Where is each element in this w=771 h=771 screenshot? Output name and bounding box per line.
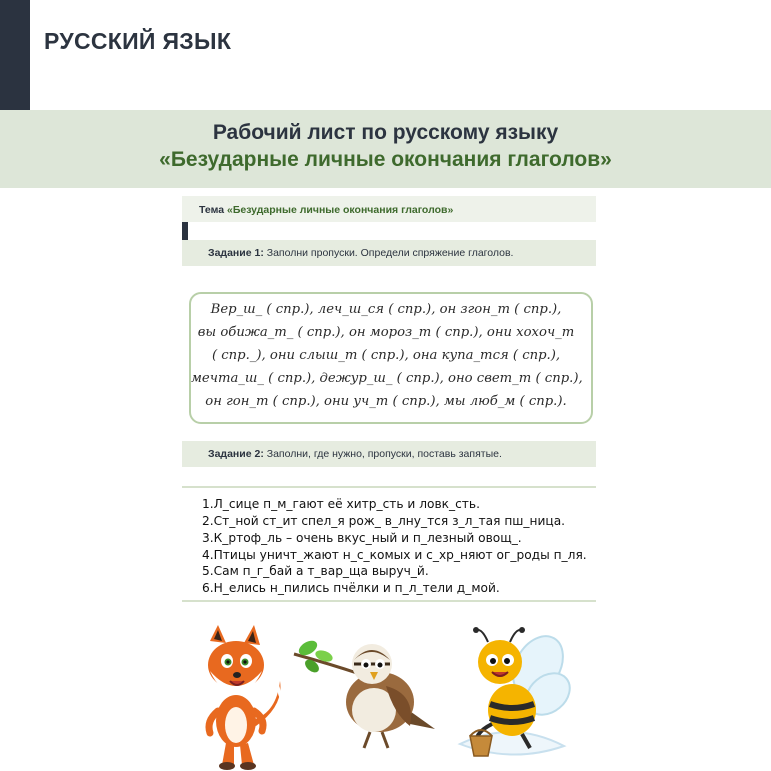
task1-label: Задание 1: [208, 247, 264, 259]
worksheet [182, 196, 596, 771]
exercise-line: 6.Н_елись н_пились пчёлки и п_л_тели д_мой. [202, 581, 500, 595]
script-line: ( спр._), они слыш_т ( спр.), она купа_тся ( спр.), [211, 348, 561, 363]
script-line: Вер_ш_ ( спр.), леч_ш_ся ( спр.), он згон_т ( спр.), [210, 302, 562, 317]
handwritten-exercise-box [189, 292, 593, 424]
exercise-line: 2.Ст_ной ст_ит спел_я рож_ в_лну_тся з_л_тая пш_ница. [202, 514, 566, 528]
page-title: РУССКИЙ ЯЗЫК [44, 28, 232, 54]
exercise-line: 1.Л_сице п_м_гают её хитр_сть и ловк_сть. [202, 497, 480, 511]
tema-topic: «Безударные личные окончания глаголов» [226, 204, 454, 216]
tema-label: Тема [199, 204, 225, 216]
worksheet-subtitle: «Безударные личные окончания глаголов» [159, 148, 612, 171]
bee-illustration [452, 624, 572, 764]
task2-text [208, 448, 502, 460]
task1-text [208, 247, 513, 259]
task2-instruction: Заполни, где нужно, пропуски, поставь запятые. [266, 448, 502, 460]
sparrow-illustration [290, 634, 440, 754]
task1-header [182, 240, 596, 266]
divider [182, 600, 596, 602]
task2-label: Задание 2: [208, 448, 264, 460]
exercise-line: 5.Сам п_г_бай а т_вар_ща выруч_й. [202, 564, 429, 578]
worksheet-title: Рабочий лист по русскому языку [212, 121, 559, 144]
fox-illustration [196, 621, 286, 771]
task2-header [182, 441, 596, 467]
divider [182, 486, 596, 488]
script-line: вы обижа_т_ ( спр.), он мороз_т ( спр.), они хохоч_т [197, 325, 575, 340]
task1-instruction: Заполни пропуски. Определи спряжение глаголов. [266, 247, 514, 259]
exercise-line: 3.К_ртоф_ль – очень вкус_ный и п_лезный овощ_. [202, 531, 522, 545]
script-line: мечта_ш_ ( спр.), дежур_ш_ ( спр.), оно свет_т ( спр.), [191, 371, 583, 386]
header-accent-bar [0, 0, 30, 110]
tema-header [182, 196, 596, 222]
script-line: он гон_т ( спр.), они уч_т ( спр.), мы люб_м ( спр.). [205, 394, 567, 409]
tema-text [199, 204, 453, 216]
exercise-line: 4.Птицы уничт_жают н_с_комых и с_хр_няют ог_роды п_ля. [202, 548, 587, 562]
